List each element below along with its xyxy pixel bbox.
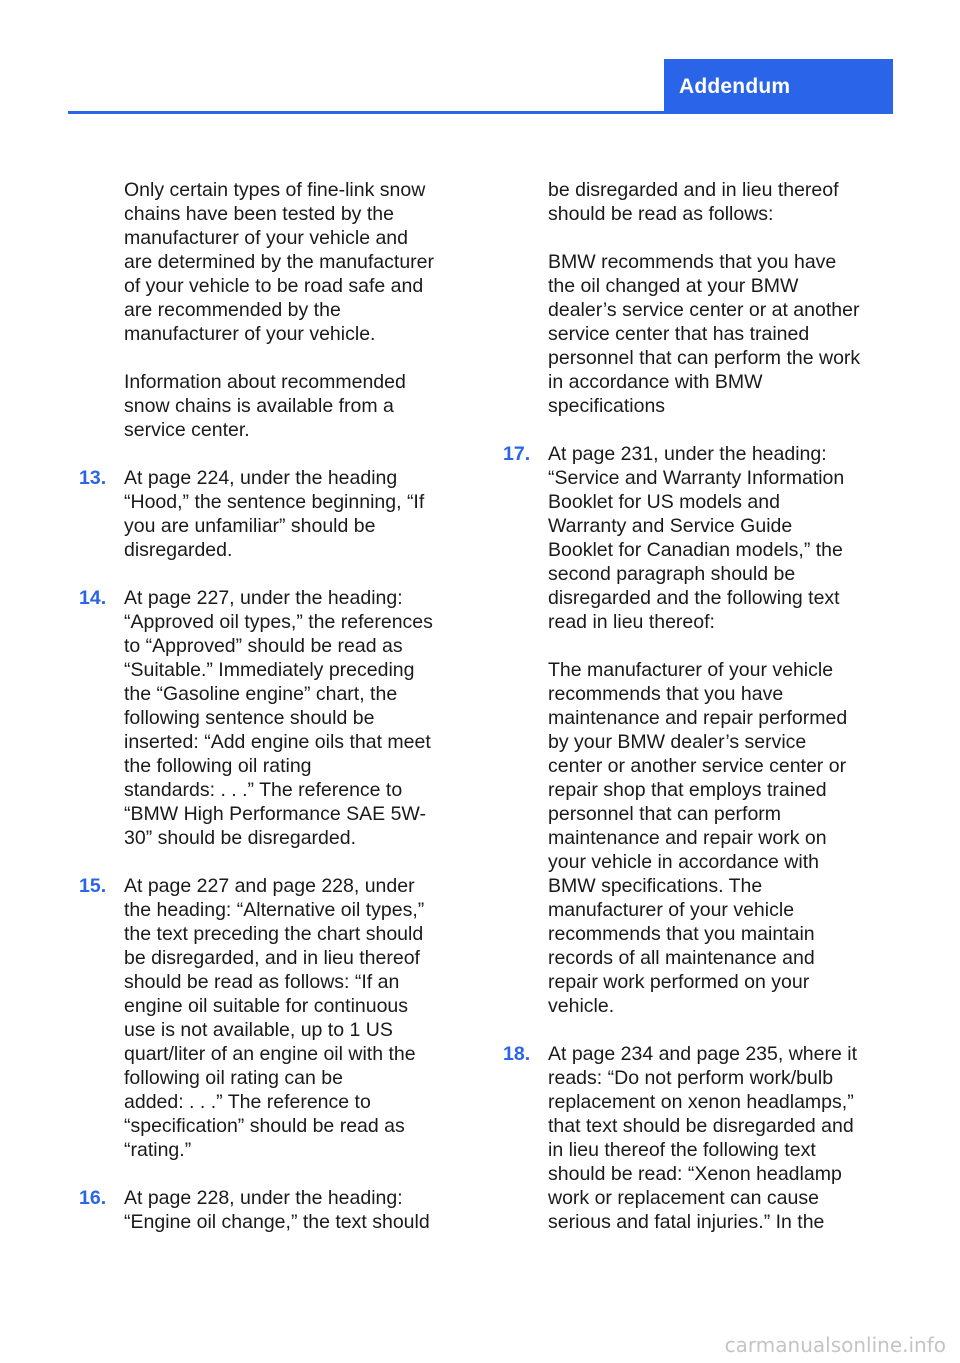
item-text: At page 227 and page 228, under the heading: “Alternative oil types,” the text preceding the chart should be disregarded, and in lieu thereof should be read as follows: “If an engine oil suitable for continuous use is not available, up to 1 US quart/liter of an engine oil with the following oil rating can be added: . . .” The reference to “specification” should be read as “rating.” bbox=[124, 875, 425, 1161]
list-item-17 bbox=[503, 442, 893, 1018]
item-number: 17. bbox=[503, 443, 531, 465]
item-number: 14. bbox=[79, 587, 107, 609]
item-number: 15. bbox=[79, 875, 107, 897]
item-text: At page 228, under the heading: “Engine oil change,” the text should bbox=[124, 1187, 430, 1233]
left-column bbox=[79, 178, 469, 1258]
right-column bbox=[503, 178, 893, 1258]
continuation-paragraph-1: be disregarded and in lieu thereof should be read as follows: bbox=[548, 179, 839, 225]
item-sub-paragraph: The manufacturer of your vehicle recommends that you have maintenance and repair performed by your BMW dealer’s service center or another service center or repair shop that employs trained personnel that can perform maintenance and repair work on your vehicle in accordance with BMW specifications. The manufacturer of your vehicle recommends that you maintain records of all maintenance and repair work performed on your vehicle. bbox=[548, 659, 848, 1017]
intro-paragraph-1: Only certain types of fine-link snow chains have been tested by the manufacturer of your vehicle and are determined by the manufacturer of your vehicle to be road safe and are recommended by the manufacturer of your vehicle. bbox=[124, 179, 435, 345]
section-title-tab bbox=[664, 59, 893, 114]
item-text: At page 227, under the heading: “Approved oil types,” the references to “Approved” should be read as “Suitable.” Immediately preceding the “Gasoline engine” chart, the following sentence should be inserted: “Add engine oils that meet the following oil rating standards: . . .” The reference to “BMW High Performance SAE 5W- 30” should be disregarded. bbox=[124, 587, 433, 849]
intro-paragraph-2: Information about recommended snow chains is available from a service center. bbox=[124, 371, 406, 441]
list-item-14 bbox=[79, 586, 469, 850]
item-text: At page 234 and page 235, where it reads: “Do not perform work/bulb replacement on xenon headlamps,” that text should be disregarded and in lieu thereof the following text should be read: “Xenon headlamp work or replacement can cause serious and fatal injuries.” In the bbox=[548, 1043, 857, 1233]
item-number: 16. bbox=[79, 1187, 107, 1209]
item-text: At page 231, under the heading: “Service and Warranty Information Booklet for US models and Warranty and Service Guide Booklet for Canadian models,” the second paragraph should be disregarded and the following text read in lieu thereof: bbox=[548, 443, 845, 633]
item-number: 18. bbox=[503, 1043, 531, 1065]
list-item-18 bbox=[503, 1042, 893, 1234]
list-item-15 bbox=[79, 874, 469, 1162]
item-number: 13. bbox=[79, 467, 107, 489]
site-watermark: carmanualsonline.info bbox=[724, 1333, 946, 1357]
section-title: Addendum bbox=[679, 75, 791, 98]
item-text: At page 224, under the heading “Hood,” the sentence beginning, “If you are unfamiliar” should be disregarded. bbox=[124, 467, 425, 561]
continuation-paragraph-2: BMW recommends that you have the oil changed at your BMW dealer’s service center or at another service center that has trained personnel that can perform the work in accordance with BMW specifications bbox=[548, 251, 861, 417]
list-item-13 bbox=[79, 466, 469, 562]
list-item-16 bbox=[79, 1186, 469, 1234]
